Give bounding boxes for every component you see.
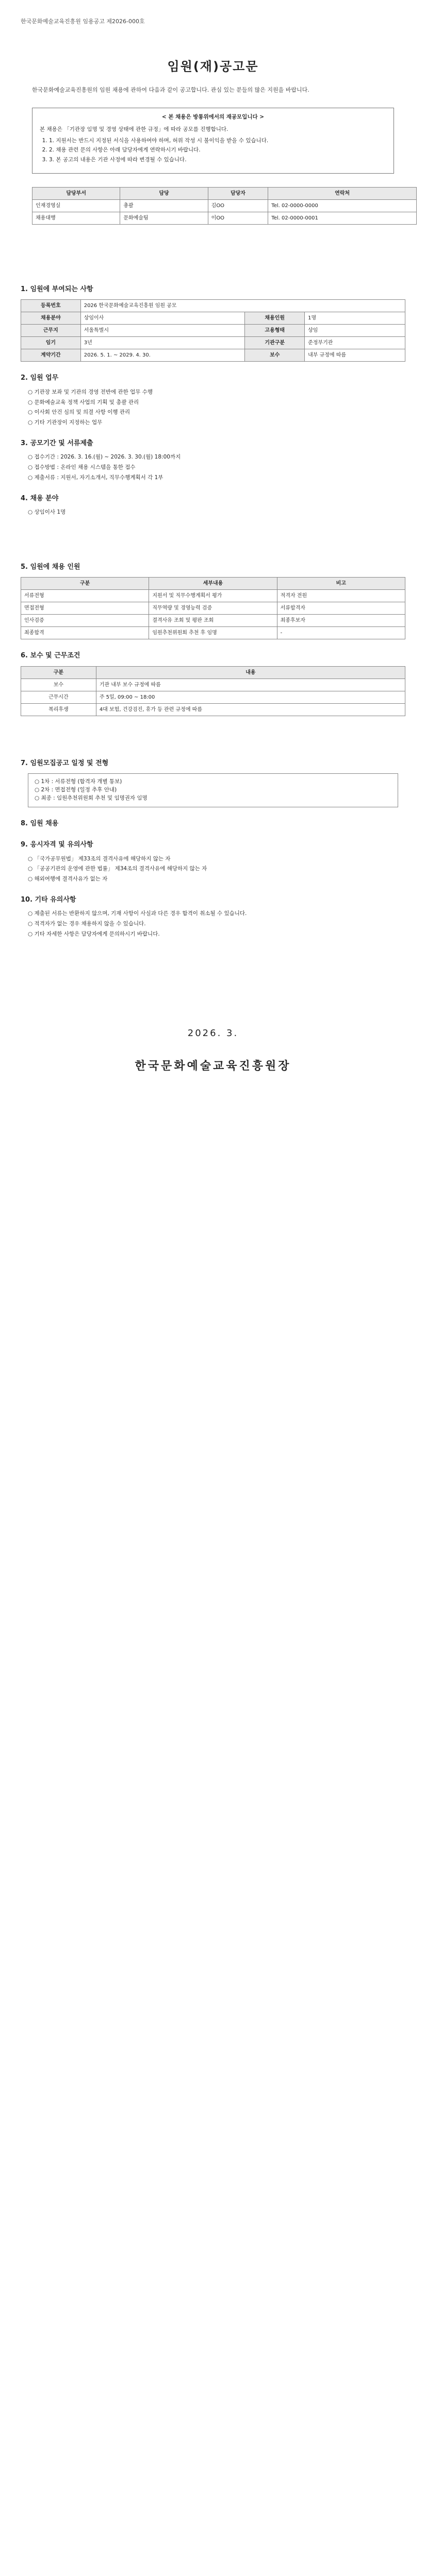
table-cell: 임원추천위원회 추천 후 임명	[149, 627, 277, 639]
list-item: ○ 기타 자세한 사항은 담당자에게 문의하시기 바랍니다.	[28, 930, 160, 937]
notice-list	[40, 137, 386, 164]
table-row	[32, 212, 417, 224]
table-cell: 서류합격자	[277, 602, 405, 615]
notice-item: 3. 3. 본 공고의 내용은 기관 사정에 따라 변경될 수 있습니다.	[49, 156, 386, 164]
duties-list	[21, 388, 405, 427]
table-cell: 지원서 및 직무수행계획서 평가	[149, 590, 277, 602]
notice-lead: 본 채용은 「기관장 임명 및 경영 상태에 관한 규정」에 따라 공모를 진행합니다.	[40, 126, 228, 132]
eligibility-list	[21, 855, 405, 884]
contact-header: 담당자	[208, 187, 268, 199]
list-item: ○ 기타 기관장이 지정하는 업무	[28, 419, 103, 426]
table-cell: 면접전형	[21, 602, 149, 615]
contact-header: 연락처	[268, 187, 417, 199]
table-cell: -	[277, 627, 405, 639]
table-header: 비고	[277, 578, 405, 590]
table-cell: 인사검증	[21, 615, 149, 627]
table-row	[32, 199, 417, 212]
table-header: 세부내용	[149, 578, 277, 590]
table-cell: 서울특별시	[80, 325, 245, 337]
table-cell: 채용인원	[245, 312, 305, 325]
table-row	[21, 590, 405, 602]
table-cell: 총괄	[120, 199, 208, 212]
table-cell: 상임	[305, 325, 405, 337]
contact-header: 담당부서	[32, 187, 120, 199]
table-cell: 이OO	[208, 212, 268, 224]
table-row	[21, 627, 405, 639]
table-row	[21, 337, 405, 349]
section-title-1: 1. 임원에 부여되는 사항	[21, 285, 93, 293]
table-cell: 계약기간	[21, 349, 81, 362]
list-item: ○ 1차 : 서류전형 (합격자 개별 통보)	[35, 778, 122, 785]
pay-table	[21, 666, 405, 716]
table-row	[21, 312, 405, 325]
table-cell: 복리후생	[21, 703, 96, 716]
section-title-3: 3. 공모기간 및 서류제출	[21, 439, 93, 447]
section-title-8: 8. 임원 채용	[21, 819, 59, 827]
table-cell: 보수	[245, 349, 305, 362]
table-cell: 주 5일, 09:00 ~ 18:00	[96, 691, 405, 703]
document-number: 한국문화예술교육진흥원 임용공고 제2026-000호	[21, 18, 145, 25]
section-title-10: 10. 기타 유의사항	[21, 895, 76, 904]
notice-box	[32, 108, 394, 174]
section-title-7: 7. 임원모집공고 일정 및 전형	[21, 759, 109, 767]
table-cell: 김OO	[208, 199, 268, 212]
table-cell: 서류전형	[21, 590, 149, 602]
table-row	[21, 325, 405, 337]
table-cell: 채용분야	[21, 312, 81, 325]
contact-header: 담당	[120, 187, 208, 199]
table-cell: 인재경영실	[32, 199, 120, 212]
schedule-table	[21, 577, 405, 639]
list-item: ○ 적격자가 없는 경우 채용하지 않을 수 있습니다.	[28, 921, 146, 927]
screening-box	[28, 773, 398, 807]
list-item: ○ 문화예술교육 정책 사업의 기획 및 총괄 관리	[28, 399, 139, 405]
table-cell: 임기	[21, 337, 81, 349]
table-cell: 보수	[21, 679, 96, 691]
notice-title: < 본 채용은 방통위에서의 재공모입니다 >	[161, 114, 265, 120]
table-cell: 고용형태	[245, 325, 305, 337]
intro-paragraph: 한국문화예술교육진흥원의 임원 채용에 관하여 다음과 같이 공고합니다. 관심 있는 분들의 많은 지원을 바랍니다.	[32, 86, 309, 93]
table-cell: Tel. 02-0000-0001	[268, 212, 417, 224]
page-title: 임원(재)공고문	[167, 59, 259, 74]
table-cell: 채용대행	[32, 212, 120, 224]
section-title-9: 9. 응시자격 및 유의사항	[21, 841, 93, 849]
announcement-date: 2026. 3.	[187, 1027, 239, 1039]
table-header: 구분	[21, 666, 96, 679]
table-cell: 문화예술팀	[120, 212, 208, 224]
table-cell: 결격사유 조회 및 평판 조회	[149, 615, 277, 627]
table-cell: 기관 내부 보수 규정에 따름	[96, 679, 405, 691]
position-table	[21, 299, 405, 362]
list-item: ○ 제출된 서류는 반환하지 않으며, 기재 사항이 사실과 다른 경우 합격이 취소될 수 있습니다.	[28, 910, 247, 917]
field-list	[21, 509, 405, 517]
list-item: ○ 접수방법 : 온라인 채용 시스템을 통한 접수	[28, 464, 136, 470]
table-row	[21, 703, 405, 716]
contact-table	[32, 187, 417, 225]
table-row	[21, 602, 405, 615]
list-item: ○ 상임이사 1명	[28, 509, 66, 515]
notice-item: 1. 1. 지원서는 반드시 지정된 서식을 사용하여야 하며, 허위 작성 시 불이익을 받을 수 있습니다.	[49, 137, 386, 145]
table-cell: 근무시간	[21, 691, 96, 703]
section-title-4: 4. 채용 분야	[21, 494, 59, 502]
section-title-5: 5. 임원에 채용 인원	[21, 563, 80, 571]
table-cell: 2026. 5. 1. ~ 2029. 4. 30.	[80, 349, 245, 362]
table-cell: 기관구분	[245, 337, 305, 349]
list-item: ○ 「공공기관의 운영에 관한 법률」 제34조의 결격사유에 해당하지 않는 자	[28, 866, 207, 872]
table-cell: 2026 한국문화예술교육진흥원 임원 공모	[80, 300, 405, 312]
table-cell: 최종후보자	[277, 615, 405, 627]
table-cell: 적격자 전원	[277, 590, 405, 602]
table-cell: 1명	[305, 312, 405, 325]
table-cell: 등록번호	[21, 300, 81, 312]
table-row	[21, 615, 405, 627]
list-item: ○ 제출서류 : 지원서, 자기소개서, 직무수행계획서 각 1부	[28, 474, 163, 481]
table-cell: 근무지	[21, 325, 81, 337]
announcement-page	[0, 0, 426, 1095]
application-list	[21, 453, 405, 482]
table-row	[21, 349, 405, 362]
table-header: 구분	[21, 578, 149, 590]
list-item: ○ 해외여행에 결격사유가 없는 자	[28, 876, 108, 882]
list-item: ○ 기관장 보좌 및 기관의 경영 전반에 관한 업무 수행	[28, 388, 153, 395]
issuer-signature: 한국문화예술교육진흥원장	[135, 1059, 291, 1073]
section-title-6: 6. 보수 및 근무조건	[21, 652, 80, 660]
list-item: ○ 이사회 안건 심의 및 의결 사항 이행 관리	[28, 409, 130, 416]
table-cell: 직무역량 및 경영능력 검증	[149, 602, 277, 615]
notes-list	[21, 910, 405, 938]
notice-item: 2. 2. 채용 관련 문의 사항은 아래 담당자에게 연락하시기 바랍니다.	[49, 146, 386, 155]
section-title-2: 2. 임원 업무	[21, 374, 59, 382]
table-cell: 최종합격	[21, 627, 149, 639]
table-row	[21, 679, 405, 691]
table-cell: 4대 보험, 건강검진, 휴가 등 관련 규정에 따름	[96, 703, 405, 716]
table-cell: 준정부기관	[305, 337, 405, 349]
table-row	[21, 300, 405, 312]
table-header: 내용	[96, 666, 405, 679]
list-item: ○ 접수기간 : 2026. 3. 16.(월) ~ 2026. 3. 30.(월) 18:00까지	[28, 454, 181, 461]
list-item: ○ 2차 : 면접전형 (일정 추후 안내)	[35, 787, 117, 793]
table-cell: Tel. 02-0000-0000	[268, 199, 417, 212]
table-cell: 내부 규정에 따름	[305, 349, 405, 362]
list-item: ○ 최종 : 임원추천위원회 추천 및 임명권자 임명	[35, 794, 148, 801]
list-item: ○ 「국가공무원법」 제33조의 결격사유에 해당하지 않는 자	[28, 855, 171, 862]
table-cell: 3년	[80, 337, 245, 349]
table-cell: 상임이사	[80, 312, 245, 325]
table-row	[21, 691, 405, 703]
